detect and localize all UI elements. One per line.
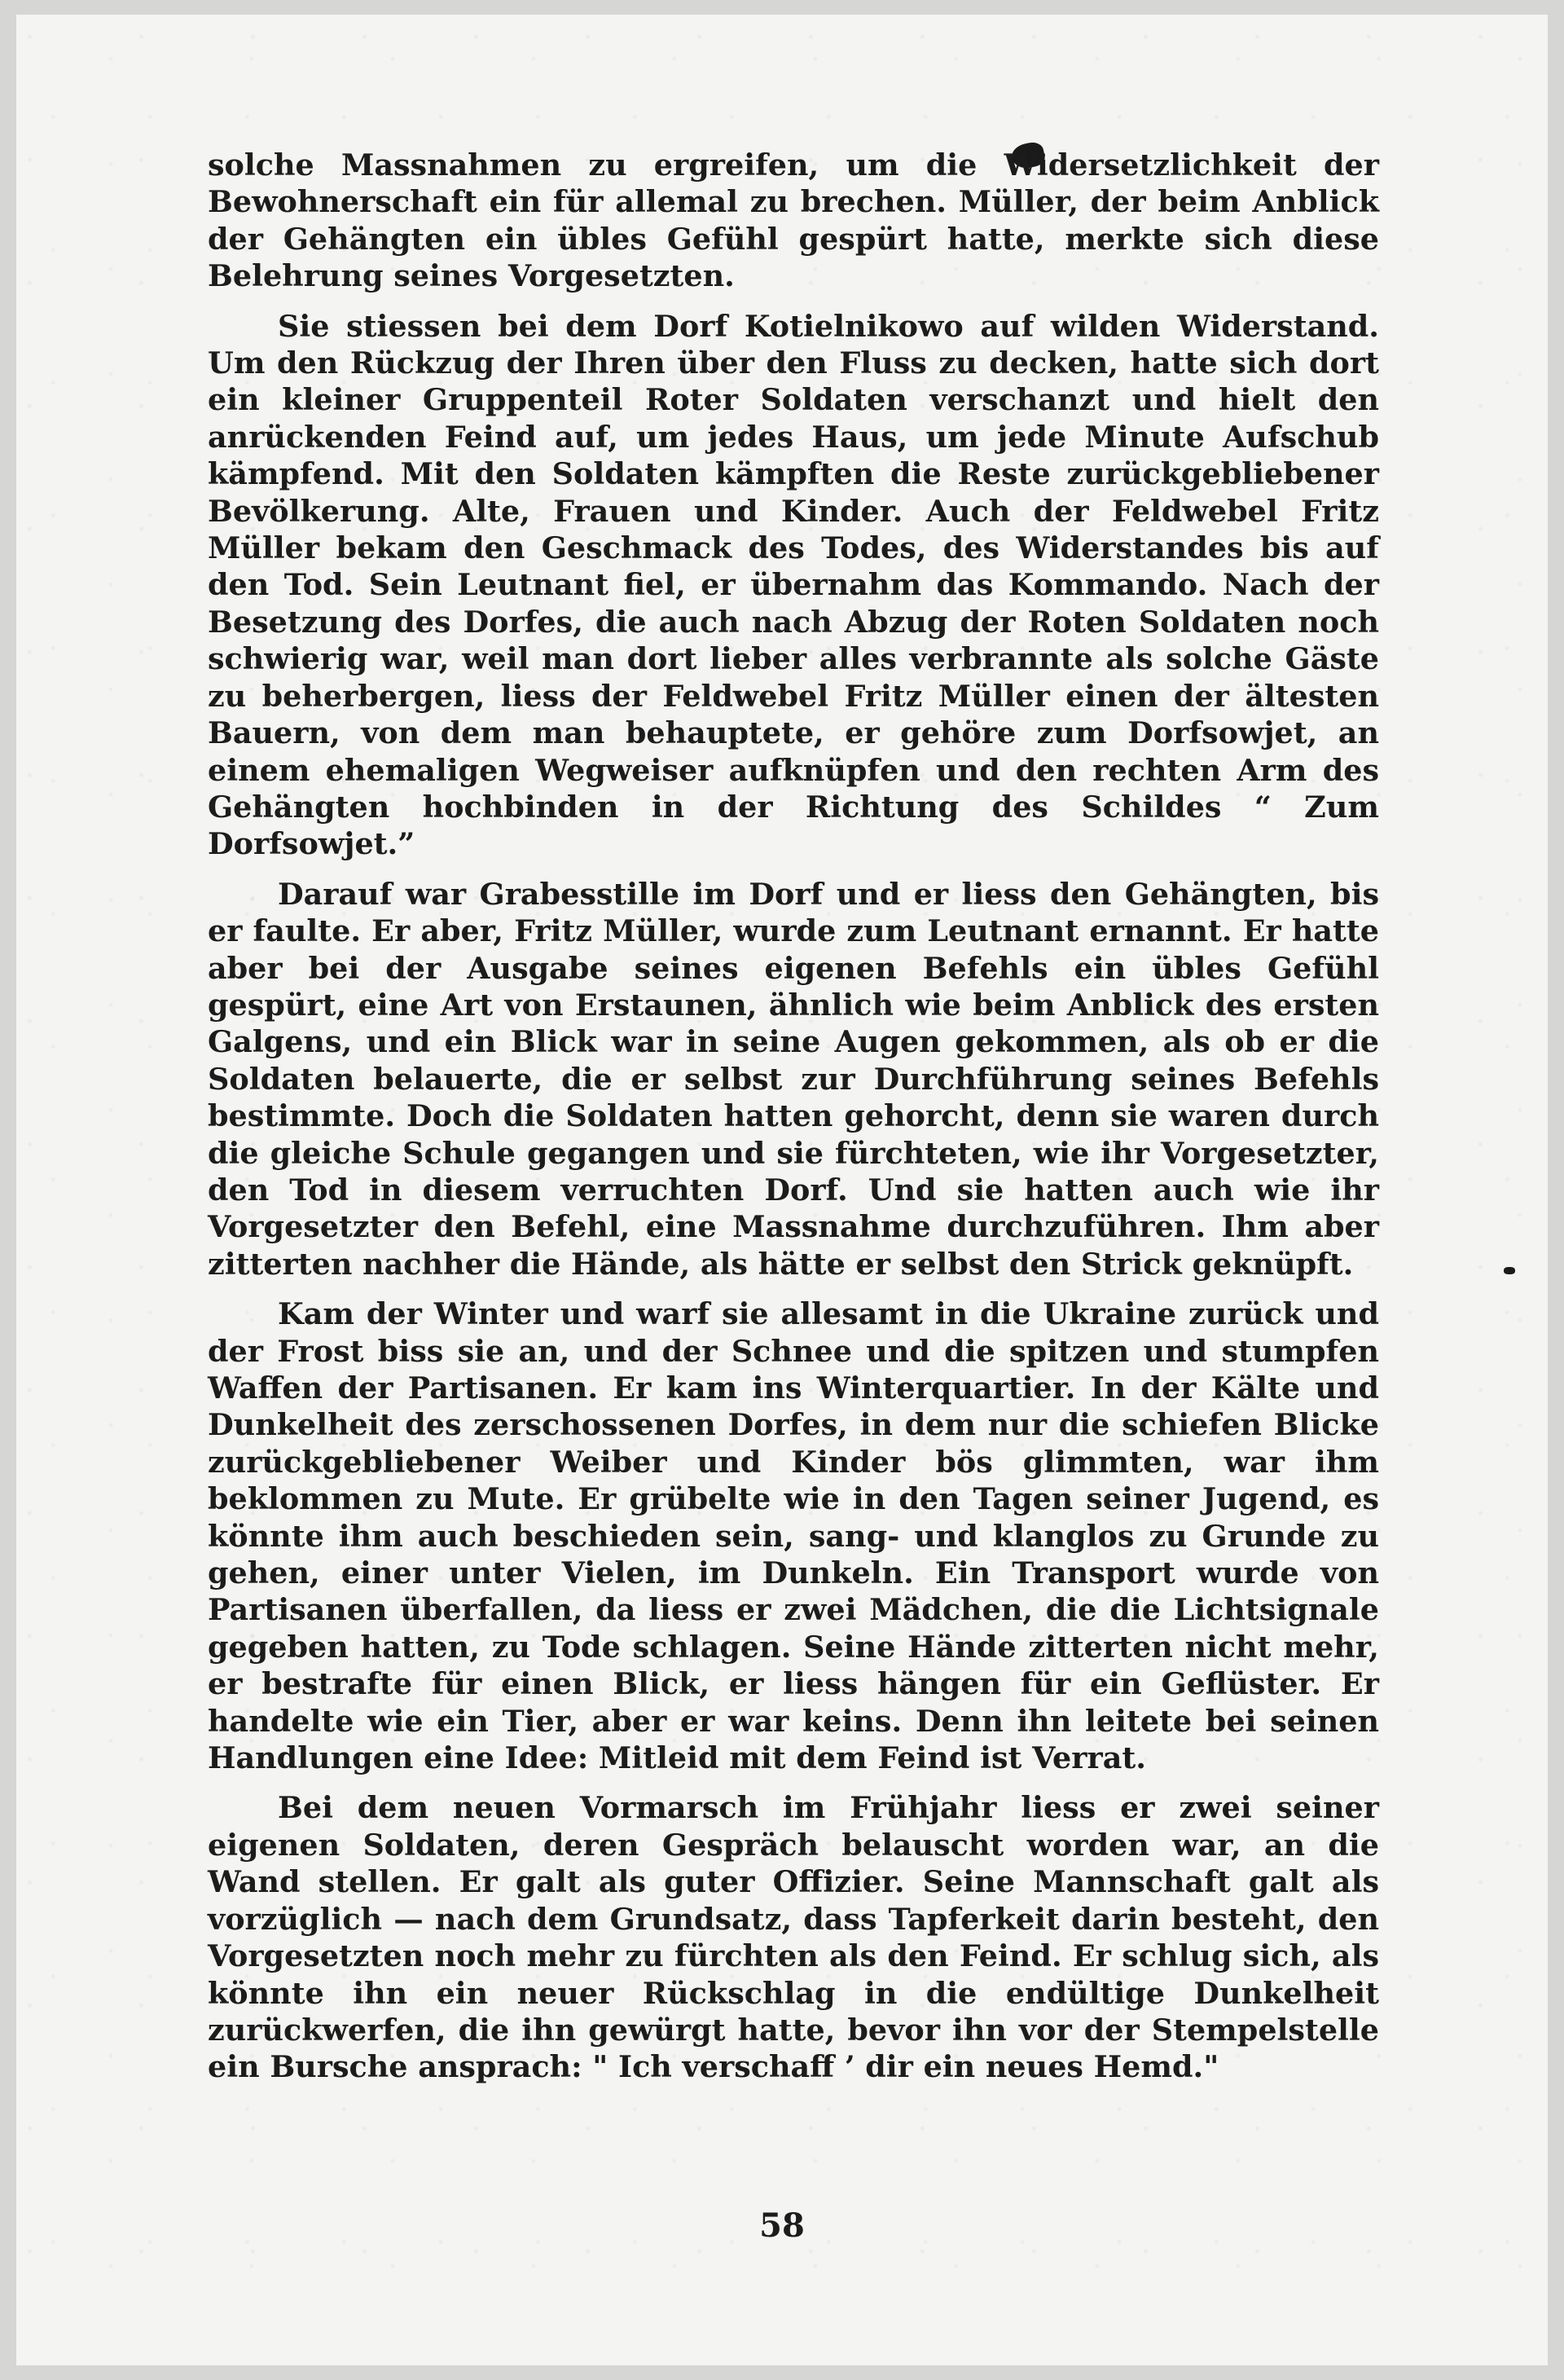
- page-body-text: [208, 147, 1379, 2099]
- page-number: 58: [759, 2206, 805, 2245]
- paragraph-5: Bei dem neuen Vormarsch im Frühjahr liess er zwei seiner eigenen Soldaten, deren Gespräch belauscht worden war, an die Wand stellen. Er galt als guter Offizier. Seine Mannschaft galt als vorzüglich — nach dem Grundsatz, dass Tapferkeit darin besteht, den Vorgesetzten noch mehr zu fürchten als den Feind. Er schlug sich, als könnte ihn ein neuer Rückschlag in die endültige Dunkelheit zurückwerfen, die ihn gewürgt hatte, bevor ihn vor der Stempelstelle ein Bursche ansprach: " Ich verschaff ’ dir ein neues Hemd.": [208, 1790, 1379, 2085]
- paragraph-3: Darauf war Grabesstille im Dorf und er liess den Gehängten, bis er faulte. Er aber, Fritz Müller, wurde zum Leutnant ernannt. Er hatte aber bei der Ausgabe seines eigenen Befehls ein übles Gefühl gespürt, eine Art von Erstaunen, ähnlich wie beim Anblick des ersten Galgens, und ein Blick war in seine Augen gekommen, als ob er die Soldaten belauerte, die er selbst zur Durchführung seines Befehls bestimmte. Doch die Soldaten hatten gehorcht, denn sie waren durch die gleiche Schule gegangen und sie fürchteten, wie ihr Vorgesetzter, den Tod in diesem verruchten Dorf. Und sie hatten auch wie ihr Vorgesetzter den Befehl, eine Massnahme durchzuführen. Ihm aber zitterten nachher die Hände, als hätte er selbst den Strick geknüpft.: [208, 876, 1379, 1282]
- ink-mark: [1504, 1267, 1515, 1274]
- paragraph-2: Sie stiessen bei dem Dorf Kotielnikowo auf wilden Widerstand. Um den Rückzug der Ihren über den Fluss zu decken, hatte sich dort ein kleiner Gruppenteil Roter Soldaten verschanzt und hielt den anrückenden Feind auf, um jedes Haus, um jede Minute Aufschub kämpfend. Mit den Soldaten kämpften die Reste zurückgebliebener Bevölkerung. Alte, Frauen und Kinder. Auch der Feldwebel Fritz Müller bekam den Geschmack des Todes, des Widerstandes bis auf den Tod. Sein Leutnant fiel, er übernahm das Kommando. Nach der Besetzung des Dorfes, die auch nach Abzug der Roten Soldaten noch schwierig war, weil man dort lieber alles verbrannte als solche Gäste zu beherbergen, liess der Feldwebel Fritz Müller einen der ältesten Bauern, von dem man behauptete, er gehöre zum Dorfsowjet, an einem ehemaligen Wegweiser aufknüpfen und den rechten Arm des Gehängten hochbinden in der Richtung des Schildes “ Zum Dorfsowjet.”: [208, 308, 1379, 862]
- paragraph-1: solche Massnahmen zu ergreifen, um die Widersetzlichkeit der Bewohnerschaft ein für allemal zu brechen. Müller, der beim Anblick der Gehängten ein übles Gefühl gespürt hatte, merkte sich diese Belehrung seines Vorgesetzten.: [208, 147, 1379, 294]
- paragraph-4: Kam der Winter und warf sie allesamt in die Ukraine zurück und der Frost biss sie an, und der Schnee und die spitzen und stumpfen Waffen der Partisanen. Er kam ins Winterquartier. In der Kälte und Dunkelheit des zerschossenen Dorfes, in dem nur die schiefen Blicke zurückgebliebener Weiber und Kinder bös glimmten, war ihm beklommen zu Mute. Er grübelte wie in den Tagen seiner Jugend, es könnte ihm auch beschieden sein, sang- und klanglos zu Grunde zu gehen, einer unter Vielen, im Dunkeln. Ein Transport wurde von Partisanen überfallen, da liess er zwei Mädchen, die die Lichtsignale gegeben hatten, zu Tode schlagen. Seine Hände zitterten nicht mehr, er bestrafte für einen Blick, er liess hängen für ein Geflüster. Er handelte wie ein Tier, aber er war keins. Denn ihn leitete bei seinen Handlungen eine Idee: Mitleid mit dem Feind ist Verrat.: [208, 1296, 1379, 1776]
